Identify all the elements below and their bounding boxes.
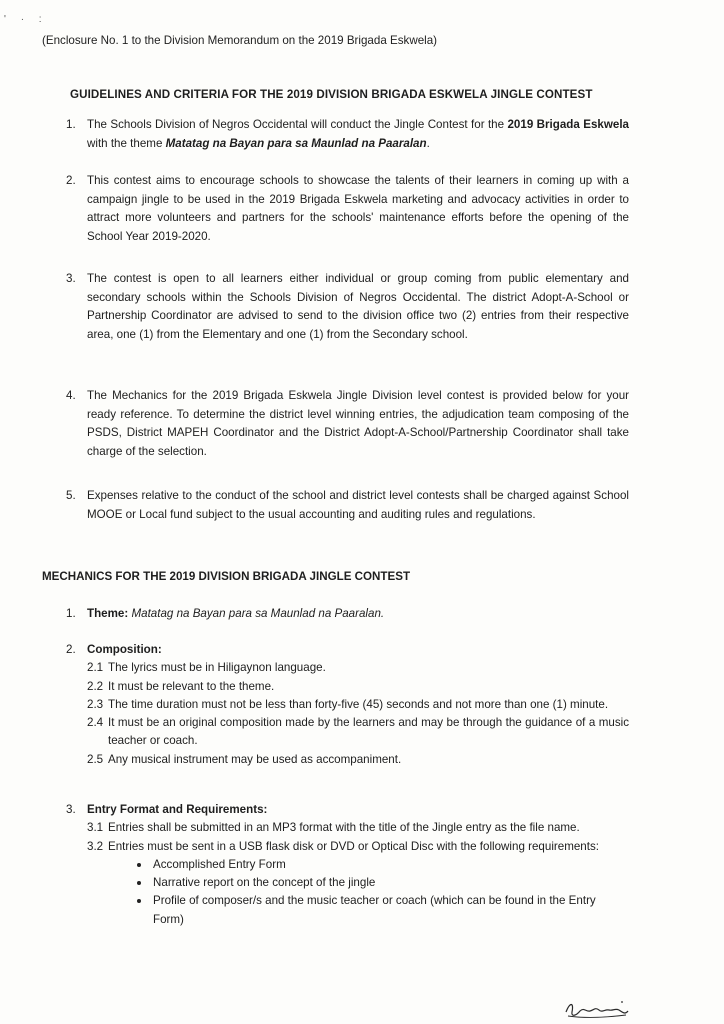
guideline-number: 4. [66,389,76,402]
sub-number: 2.1 [87,661,104,675]
guideline-text: with the theme [87,136,166,150]
sub-text: The time duration must not be less than forty-five (45) seconds and not more than one (1) minute. [108,697,609,711]
mechanics-number: 1. [66,607,76,620]
sub-number: 2.3 [87,697,104,711]
sub-text: It must be an original composition made by the learners and may be through the guidance of a music teacher or coach. [108,716,629,748]
guideline-text: . [426,136,430,150]
corner-marks: ' · : [4,14,48,25]
mechanics-number: 2. [66,643,76,656]
guideline-text: The contest is open to all learners either individual or group coming from public elementary and secondary schools within the Schools Division of Negros Occidental. The district Adopt-A-School or Partnership Coordinator are advised to send to the division office two (2) entries from their respective area, one (1) from the Elementary and one (1) from the Secondary school. [87,272,629,341]
requirement-bullet: Narrative report on the concept of the jingle [134,874,629,892]
mechanics-entry-format [66,801,629,929]
entry-item [87,819,629,837]
entry-format-label: Entry Format and Requirements: [87,803,268,816]
sub-number: 3.1 [87,821,104,835]
mechanics-title: MECHANICS FOR THE 2019 DIVISION BRIGADA JINGLE CONTEST [42,570,411,583]
guideline-item-3 [66,270,629,344]
guideline-number: 1. [66,118,76,131]
guideline-text: The Schools Division of Negros Occidental will conduct the Jingle Contest for the [87,118,508,131]
sub-number: 2.4 [87,716,104,730]
sub-number: 3.2 [87,839,104,853]
sub-text: Entries shall be submitted in an MP3 format with the title of the Jingle entry as the file name. [108,821,580,835]
theme-text: Matatag na Bayan para sa Maunlad na Paaralan [165,136,427,150]
guideline-text: This contest aims to encourage schools to showcase the talents of their learners in coming up with a campaign jingle to be used in the 2019 Brigada Eskwela marketing and advocacy activities in order to attract more volunteers and partners for the schools' maintenance efforts before the opening of the School Year 2019-2020. [87,174,629,243]
sub-text: It must be relevant to the theme. [108,679,275,693]
sub-number: 2.5 [87,752,104,766]
guideline-item-2 [66,172,629,246]
guideline-bold-text: 2019 Brigada Eskwela [507,118,629,131]
guideline-number: 3. [66,272,76,285]
composition-label: Composition: [87,643,162,656]
mechanics-composition [66,641,629,769]
requirement-bullet: Profile of composer/s and the music teacher or coach (which can be found in the Entry Form) [134,892,629,929]
composition-item [87,659,629,677]
guideline-text: The Mechanics for the 2019 Brigada Eskwela Jingle Division level contest is provided below for your ready reference. To determine the district level winning entries, the adjudication team composing of the PSDS, District MAPEH Coordinator and the District Adopt-A-School/Partnership Coordinator shall take charge of the selection. [87,389,629,458]
guideline-number: 5. [66,489,76,502]
theme-label: Theme: [87,607,129,620]
sub-text: The lyrics must be in Hiligaynon language. [108,661,326,675]
signature-mark [562,998,632,1022]
enclosure-note: (Enclosure No. 1 to the Division Memorandum on the 2019 Brigada Eskwela) [42,34,438,47]
guideline-item-1 [66,116,629,153]
guideline-item-5 [66,487,629,524]
composition-item [87,696,629,714]
sub-text: Any musical instrument may be used as accompaniment. [108,752,402,766]
guidelines-title: GUIDELINES AND CRITERIA FOR THE 2019 DIVISION BRIGADA ESKWELA JINGLE CONTEST [70,88,593,101]
composition-item [87,751,629,769]
requirements-list [134,856,629,929]
sub-text: Entries must be sent in a USB flask disk or DVD or Optical Disc with the following requirements: [108,839,599,853]
composition-item [87,714,629,751]
theme-value: Matatag na Bayan para sa Maunlad na Paaralan. [131,607,385,620]
mechanics-number: 3. [66,803,76,816]
mechanics-theme [66,605,629,623]
composition-item [87,678,629,696]
guideline-item-4 [66,387,629,461]
requirement-bullet: Accomplished Entry Form [134,856,629,874]
entry-item [87,838,629,856]
guideline-text: Expenses relative to the conduct of the school and district level contests shall be charged against School MOOE or Local fund subject to the usual accounting and auditing rules and regulations. [87,489,629,521]
guideline-number: 2. [66,174,76,187]
sub-number: 2.2 [87,679,104,693]
